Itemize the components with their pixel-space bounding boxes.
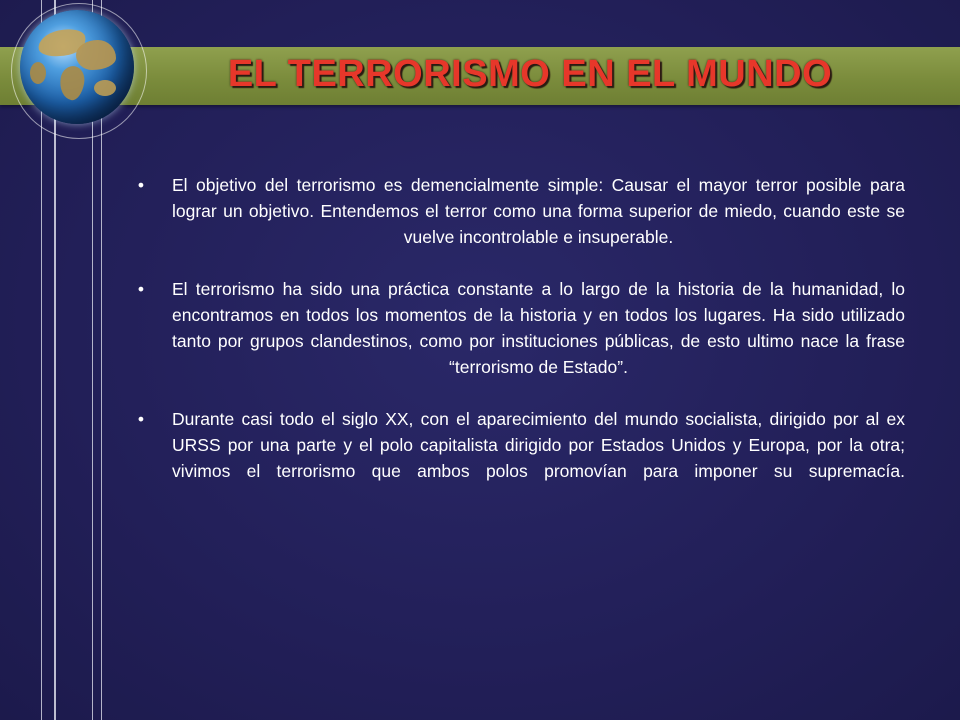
bullet-item [135,406,905,484]
globe-landmass [30,62,46,84]
bullet-marker: • [137,175,145,195]
bullet-marker: • [137,279,145,299]
bullet-text: Durante casi todo el siglo XX, con el aparecimiento del mundo socialista, dirigido por al ex URSS por una parte y el polo capitalista dirigido por Estados Unidos y Europa, por la otra; vivimos el terrorismo que ambos polos promovían para imponer su supremacía. [172,409,905,481]
bullet-item [135,172,905,250]
bullet-list [135,172,905,510]
slide-title: EL TERRORISMO EN EL MUNDO [227,53,833,95]
bullet-marker: • [137,409,145,429]
globe-landmass [57,64,87,102]
bullet-item [135,276,905,380]
bullet-text: El objetivo del terrorismo es demencialmente simple: Causar el mayor terror posible para lograr un objetivo. Entendemos el terror como una forma superior de miedo, cuando este se vuelve incontrolable e insuperable. [172,175,905,247]
bullet-text: El terrorismo ha sido una práctica constante a lo largo de la historia de la humanidad, lo encontramos en todos los momentos de la historia y en todos los lugares. Ha sido utilizado tanto por grupos clandestinos, como por instituciones públicas, de esto ultimo nace la frase “terrorismo de Estado”. [172,279,905,377]
